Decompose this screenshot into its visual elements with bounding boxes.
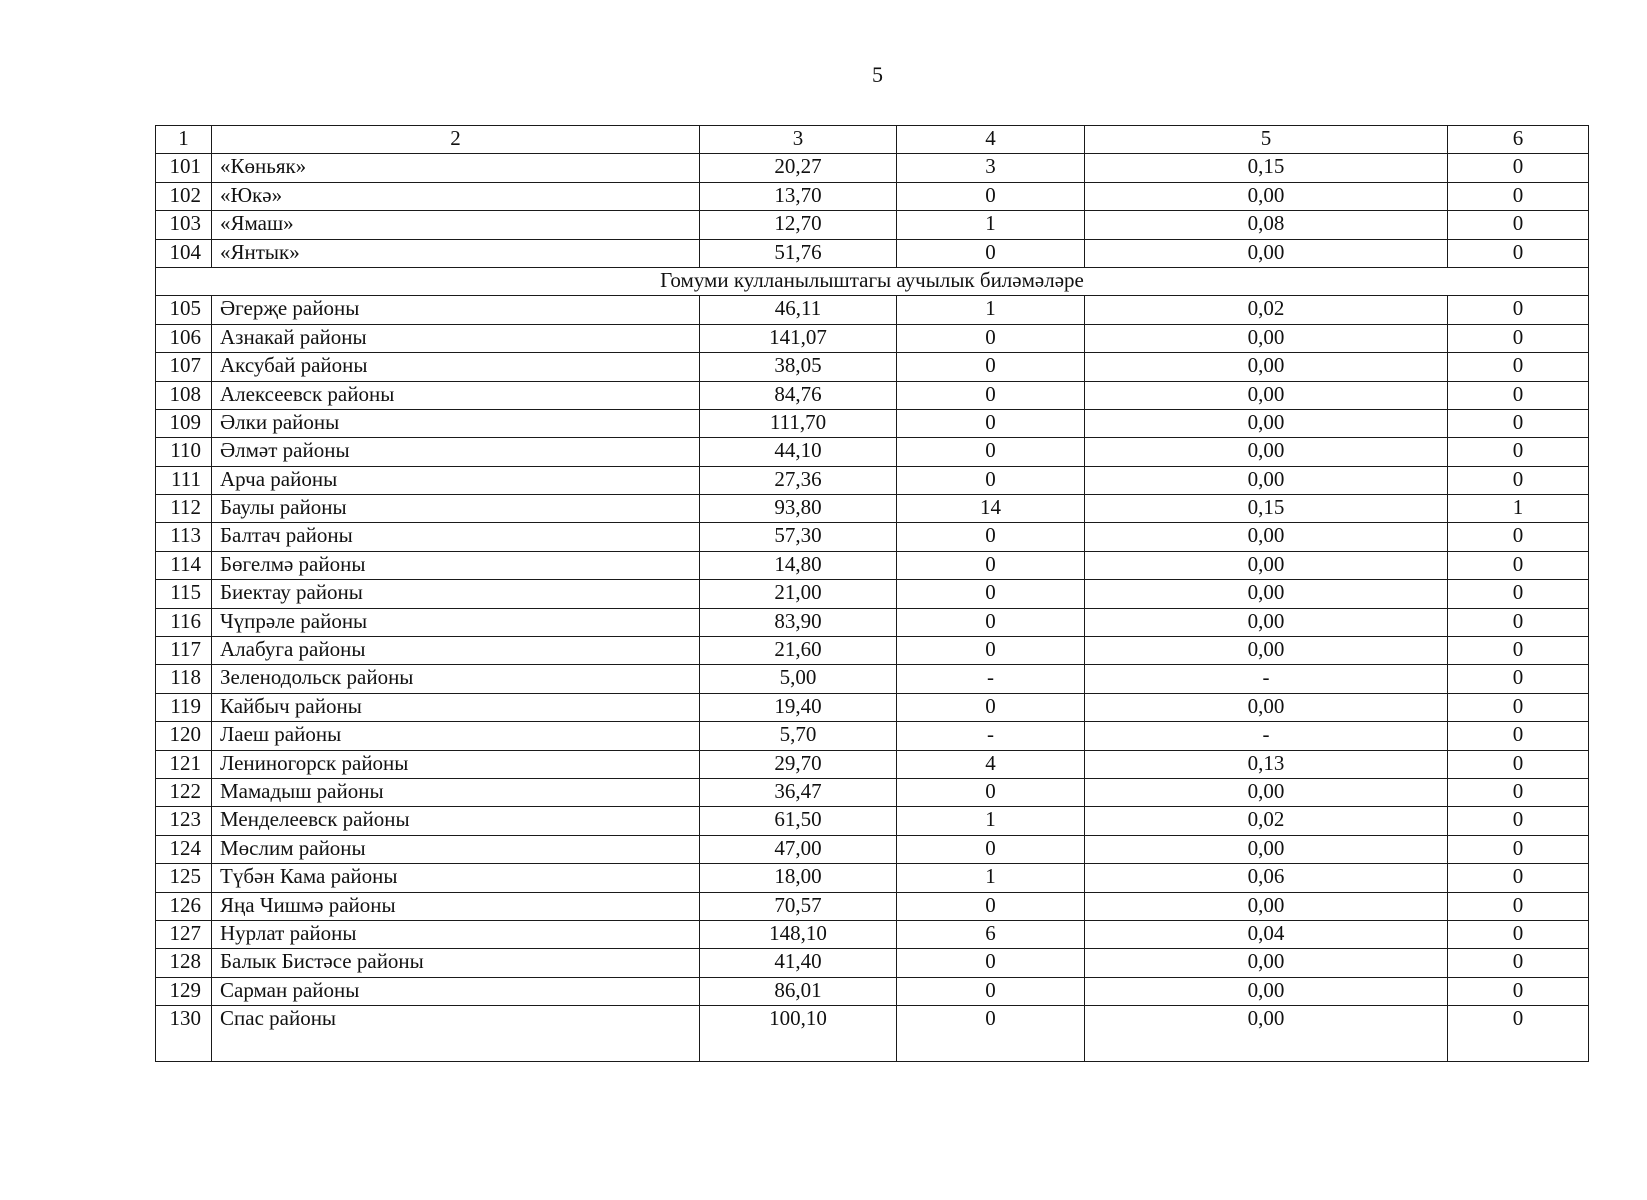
row-number-cell: 120: [156, 722, 212, 750]
value-cell-3: 61,50: [700, 807, 897, 835]
value-cell-6: 0: [1448, 949, 1589, 977]
value-cell-4: 0: [897, 381, 1085, 409]
value-cell-3: 38,05: [700, 353, 897, 381]
value-cell-3: 41,40: [700, 949, 897, 977]
name-cell: Балык Бистәсе районы: [212, 949, 700, 977]
table-row: [156, 182, 1589, 210]
value-cell-3: 36,47: [700, 778, 897, 806]
value-cell-3: 84,76: [700, 381, 897, 409]
value-cell-4: 0: [897, 182, 1085, 210]
value-cell-3: 100,10: [700, 1006, 897, 1062]
row-number-cell: 128: [156, 949, 212, 977]
row-number-cell: 117: [156, 637, 212, 665]
value-cell-4: 0: [897, 551, 1085, 579]
value-cell-4: 1: [897, 864, 1085, 892]
value-cell-5: 0,00: [1085, 977, 1448, 1005]
value-cell-3: 5,00: [700, 665, 897, 693]
value-cell-3: 44,10: [700, 438, 897, 466]
table-row: [156, 495, 1589, 523]
name-cell: Бөгелмә районы: [212, 551, 700, 579]
row-number-cell: 115: [156, 580, 212, 608]
value-cell-3: 141,07: [700, 324, 897, 352]
value-cell-5: 0,04: [1085, 920, 1448, 948]
name-cell: Чүпрәле районы: [212, 608, 700, 636]
header-cell: 6: [1448, 126, 1589, 154]
row-number-cell: 125: [156, 864, 212, 892]
row-number-cell: 126: [156, 892, 212, 920]
table-row: [156, 977, 1589, 1005]
value-cell-6: 0: [1448, 807, 1589, 835]
value-cell-5: 0,00: [1085, 835, 1448, 863]
row-number-cell: 102: [156, 182, 212, 210]
value-cell-4: 0: [897, 977, 1085, 1005]
name-cell: Мөслим районы: [212, 835, 700, 863]
header-row: [156, 126, 1589, 154]
row-number-cell: 106: [156, 324, 212, 352]
name-cell: Лаеш районы: [212, 722, 700, 750]
value-cell-3: 20,27: [700, 154, 897, 182]
value-cell-3: 83,90: [700, 608, 897, 636]
value-cell-4: 0: [897, 608, 1085, 636]
value-cell-5: -: [1085, 665, 1448, 693]
row-number-cell: 127: [156, 920, 212, 948]
value-cell-4: 0: [897, 580, 1085, 608]
value-cell-6: 0: [1448, 835, 1589, 863]
table-row: [156, 324, 1589, 352]
value-cell-6: 0: [1448, 211, 1589, 239]
table-row: [156, 381, 1589, 409]
row-number-cell: 123: [156, 807, 212, 835]
value-cell-4: 3: [897, 154, 1085, 182]
row-number-cell: 111: [156, 466, 212, 494]
value-cell-4: 0: [897, 1006, 1085, 1062]
table-row: [156, 580, 1589, 608]
table-row: [156, 835, 1589, 863]
value-cell-3: 148,10: [700, 920, 897, 948]
value-cell-6: 0: [1448, 750, 1589, 778]
value-cell-3: 19,40: [700, 693, 897, 721]
name-cell: Балтач районы: [212, 523, 700, 551]
table-row: [156, 466, 1589, 494]
value-cell-5: 0,02: [1085, 807, 1448, 835]
value-cell-3: 51,76: [700, 239, 897, 267]
value-cell-6: 0: [1448, 608, 1589, 636]
table-row: [156, 778, 1589, 806]
value-cell-5: 0,00: [1085, 324, 1448, 352]
table-row: [156, 693, 1589, 721]
value-cell-5: 0,00: [1085, 438, 1448, 466]
value-cell-3: 14,80: [700, 551, 897, 579]
value-cell-4: 0: [897, 466, 1085, 494]
value-cell-6: 0: [1448, 523, 1589, 551]
row-number-cell: 122: [156, 778, 212, 806]
name-cell: Яңа Чишмә районы: [212, 892, 700, 920]
value-cell-5: 0,00: [1085, 892, 1448, 920]
table-row: [156, 438, 1589, 466]
name-cell: Мамадыш районы: [212, 778, 700, 806]
value-cell-6: 0: [1448, 920, 1589, 948]
value-cell-4: 0: [897, 324, 1085, 352]
value-cell-6: 0: [1448, 438, 1589, 466]
value-cell-3: 93,80: [700, 495, 897, 523]
name-cell: Аксубай районы: [212, 353, 700, 381]
name-cell: Лениногорск районы: [212, 750, 700, 778]
value-cell-4: 0: [897, 438, 1085, 466]
row-number-cell: 108: [156, 381, 212, 409]
table-row: [156, 920, 1589, 948]
name-cell: Әгерҗе районы: [212, 296, 700, 324]
value-cell-4: 1: [897, 807, 1085, 835]
value-cell-4: 0: [897, 949, 1085, 977]
value-cell-6: 0: [1448, 778, 1589, 806]
value-cell-6: 0: [1448, 239, 1589, 267]
table-row: [156, 722, 1589, 750]
value-cell-6: 0: [1448, 551, 1589, 579]
value-cell-4: 0: [897, 778, 1085, 806]
value-cell-5: -: [1085, 722, 1448, 750]
value-cell-3: 5,70: [700, 722, 897, 750]
header-cell: 5: [1085, 126, 1448, 154]
value-cell-4: 0: [897, 637, 1085, 665]
value-cell-6: 0: [1448, 1006, 1589, 1062]
name-cell: «Ямаш»: [212, 211, 700, 239]
row-number-cell: 103: [156, 211, 212, 239]
value-cell-5: 0,00: [1085, 523, 1448, 551]
name-cell: Менделеевск районы: [212, 807, 700, 835]
value-cell-4: 4: [897, 750, 1085, 778]
value-cell-3: 13,70: [700, 182, 897, 210]
value-cell-5: 0,06: [1085, 864, 1448, 892]
value-cell-6: 0: [1448, 892, 1589, 920]
value-cell-4: 0: [897, 835, 1085, 863]
value-cell-3: 27,36: [700, 466, 897, 494]
value-cell-4: 0: [897, 353, 1085, 381]
table-row: [156, 665, 1589, 693]
row-number-cell: 129: [156, 977, 212, 1005]
table-row: [156, 949, 1589, 977]
table-row: [156, 211, 1589, 239]
value-cell-6: 0: [1448, 977, 1589, 1005]
value-cell-4: 0: [897, 239, 1085, 267]
value-cell-5: 0,15: [1085, 495, 1448, 523]
name-cell: «Юкә»: [212, 182, 700, 210]
data-table: [155, 125, 1589, 1062]
row-number-cell: 101: [156, 154, 212, 182]
value-cell-4: 0: [897, 892, 1085, 920]
value-cell-3: 18,00: [700, 864, 897, 892]
name-cell: Биектау районы: [212, 580, 700, 608]
value-cell-6: 0: [1448, 353, 1589, 381]
header-cell: 2: [212, 126, 700, 154]
value-cell-3: 46,11: [700, 296, 897, 324]
value-cell-4: -: [897, 722, 1085, 750]
name-cell: Баулы районы: [212, 495, 700, 523]
value-cell-4: 6: [897, 920, 1085, 948]
value-cell-3: 21,00: [700, 580, 897, 608]
table-row: [156, 637, 1589, 665]
value-cell-4: 1: [897, 296, 1085, 324]
value-cell-3: 111,70: [700, 409, 897, 437]
row-number-cell: 116: [156, 608, 212, 636]
section-title: Гомуми кулланылыштагы аучылык биләмәләре: [156, 267, 1589, 295]
header-cell: 3: [700, 126, 897, 154]
table-row: [156, 154, 1589, 182]
row-number-cell: 118: [156, 665, 212, 693]
value-cell-3: 47,00: [700, 835, 897, 863]
value-cell-3: 70,57: [700, 892, 897, 920]
row-number-cell: 114: [156, 551, 212, 579]
row-number-cell: 124: [156, 835, 212, 863]
value-cell-5: 0,13: [1085, 750, 1448, 778]
name-cell: Нурлат районы: [212, 920, 700, 948]
name-cell: Әлки районы: [212, 409, 700, 437]
row-number-cell: 105: [156, 296, 212, 324]
row-number-cell: 121: [156, 750, 212, 778]
value-cell-5: 0,00: [1085, 1006, 1448, 1062]
value-cell-3: 21,60: [700, 637, 897, 665]
table-row: [156, 807, 1589, 835]
name-cell: Зеленодольск районы: [212, 665, 700, 693]
value-cell-6: 0: [1448, 637, 1589, 665]
table-row: [156, 892, 1589, 920]
row-number-cell: 130: [156, 1006, 212, 1062]
name-cell: «Янтык»: [212, 239, 700, 267]
value-cell-6: 0: [1448, 665, 1589, 693]
value-cell-5: 0,00: [1085, 239, 1448, 267]
value-cell-5: 0,00: [1085, 353, 1448, 381]
row-number-cell: 107: [156, 353, 212, 381]
value-cell-6: 0: [1448, 693, 1589, 721]
value-cell-6: 0: [1448, 381, 1589, 409]
row-number-cell: 104: [156, 239, 212, 267]
section-row: [156, 267, 1589, 295]
name-cell: Арча районы: [212, 466, 700, 494]
page-number: 5: [872, 62, 883, 87]
value-cell-6: 0: [1448, 409, 1589, 437]
table-row: [156, 409, 1589, 437]
value-cell-6: 0: [1448, 296, 1589, 324]
value-cell-4: -: [897, 665, 1085, 693]
table-row: [156, 239, 1589, 267]
header-cell: 1: [156, 126, 212, 154]
table-row: [156, 551, 1589, 579]
table-row: [156, 864, 1589, 892]
table-row: [156, 296, 1589, 324]
value-cell-5: 0,00: [1085, 778, 1448, 806]
value-cell-4: 14: [897, 495, 1085, 523]
value-cell-5: 0,00: [1085, 409, 1448, 437]
value-cell-6: 0: [1448, 864, 1589, 892]
value-cell-6: 0: [1448, 154, 1589, 182]
value-cell-6: 0: [1448, 722, 1589, 750]
value-cell-6: 0: [1448, 466, 1589, 494]
value-cell-4: 0: [897, 693, 1085, 721]
value-cell-5: 0,00: [1085, 182, 1448, 210]
table-row: [156, 523, 1589, 551]
value-cell-4: 0: [897, 409, 1085, 437]
value-cell-5: 0,00: [1085, 580, 1448, 608]
table-row: [156, 608, 1589, 636]
value-cell-5: 0,08: [1085, 211, 1448, 239]
value-cell-5: 0,02: [1085, 296, 1448, 324]
value-cell-4: 1: [897, 211, 1085, 239]
name-cell: «Көньяк»: [212, 154, 700, 182]
table-row: [156, 750, 1589, 778]
row-number-cell: 119: [156, 693, 212, 721]
row-number-cell: 113: [156, 523, 212, 551]
name-cell: Сарман районы: [212, 977, 700, 1005]
value-cell-6: 0: [1448, 580, 1589, 608]
row-number-cell: 109: [156, 409, 212, 437]
table-row: [156, 1006, 1589, 1062]
name-cell: Әлмәт районы: [212, 438, 700, 466]
name-cell: Алексеевск районы: [212, 381, 700, 409]
value-cell-5: 0,00: [1085, 637, 1448, 665]
value-cell-5: 0,00: [1085, 693, 1448, 721]
name-cell: Спас районы: [212, 1006, 700, 1062]
value-cell-3: 86,01: [700, 977, 897, 1005]
value-cell-6: 0: [1448, 324, 1589, 352]
value-cell-3: 29,70: [700, 750, 897, 778]
value-cell-5: 0,15: [1085, 154, 1448, 182]
name-cell: Азнакай районы: [212, 324, 700, 352]
value-cell-4: 0: [897, 523, 1085, 551]
name-cell: Кайбыч районы: [212, 693, 700, 721]
value-cell-3: 57,30: [700, 523, 897, 551]
value-cell-5: 0,00: [1085, 551, 1448, 579]
value-cell-5: 0,00: [1085, 466, 1448, 494]
table-row: [156, 353, 1589, 381]
value-cell-6: 1: [1448, 495, 1589, 523]
value-cell-3: 12,70: [700, 211, 897, 239]
value-cell-5: 0,00: [1085, 608, 1448, 636]
header-cell: 4: [897, 126, 1085, 154]
row-number-cell: 112: [156, 495, 212, 523]
row-number-cell: 110: [156, 438, 212, 466]
value-cell-6: 0: [1448, 182, 1589, 210]
value-cell-5: 0,00: [1085, 949, 1448, 977]
table-body: [156, 126, 1589, 1062]
name-cell: Түбән Кама районы: [212, 864, 700, 892]
name-cell: Алабуга районы: [212, 637, 700, 665]
value-cell-5: 0,00: [1085, 381, 1448, 409]
